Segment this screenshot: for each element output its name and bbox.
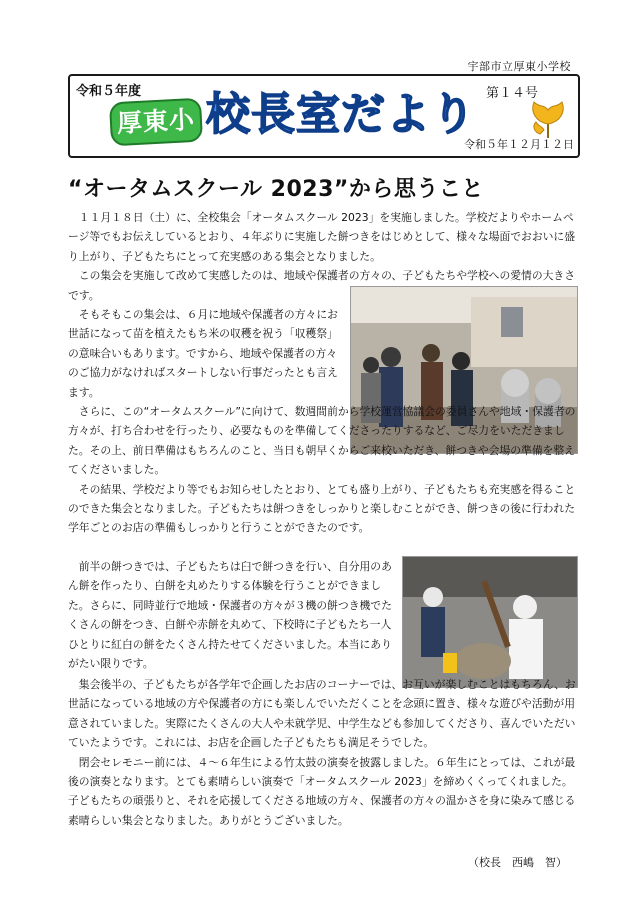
masthead [68,74,580,158]
newsletter-title: 校長室だより [206,89,476,140]
signature: （校長 西嶋 智） [468,856,567,869]
school-brand-badge: 厚東小 [109,98,203,147]
issue-number: 第１４号 [485,86,538,101]
article-headline: “オータムスクール 2023”から思うこと [68,177,484,202]
paragraph: そもそもこの集会は、６月に地域や保護者の方々にお世話になって苗を植えたもち米の収穫を祝う「収穫祭」の意味合いもあります。ですから、地域や保護者の方々のご協力がなければスタートしない行事だったとも言えます。 [68,308,338,399]
paragraph: その結果、学校だより等でもお知らせしたとおり、とても盛り上がり、子どもたちも充実感を得ることのできた集会となりました。子どもたちは餅つきをしっかりと楽しむことができ、餅つきの後に行われた学年ごとのお店の準備もしっかりと行うことができたのです。 [68,482,576,535]
photo-mochi-pounding [402,556,578,688]
issue-date: 令和５年１２月１２日 [464,138,574,151]
paragraph: 集会後半の、子どもたちが各学年で企画したお店のコーナーでは、お互いが楽しむことはもちろん、お世話になっている地域の方や保護者の方にも楽しんでいただくことを念頭に置き、様々な遊びや活動が用意されていました。実際にたくさんの大人や未就学児、中学生なども参加してくださり、喜んでいただいていたようです。これには、お店を企画した子どもたちも満足そうでした。 [68,678,576,750]
paragraph: １１月１８日（土）に、全校集会「オータムスクール 2023」を実施しました。学校だよりやホームページ等でもお伝えしているとおり、４年ぶりに実施した餅つきをはじめとして、様々な場面でおおいに盛り上がり、子どもたちにとって充実感のある集会となりました。 [68,211,576,263]
paragraph: 閉会セレモニー前には、４～６年生による竹太鼓の演奏を披露しました。６年生にとっては、これが最後の演奏となります。とても素晴らしい演奏で「オータムスクール 2023」を締めくくってくれました。子どもたちの頑張りと、それを応援してくださる地域の方々、保護者の方々の温かさを身に染みて感じる素晴らしい集会となりました。ありがとうございました。 [68,755,576,827]
paragraph: この集会を実施して改めて実感したのは、地域や保護者の方々の、子どもたちや学校への愛情の大きさです。 [68,269,576,302]
school-name: 宇部市立厚東小学校 [467,60,571,73]
paragraph: さらに、この“オータムスクール”に向けて、数週間前から学校運営協議会の委員さんや地域・保護者の方々が、打ち合わせを行ったり、必要なものを準備してくださったりするなど、ご尽力をいただきました。その上、前日準備はもちろんのこと、当日も朝早くからご来校いただき、餅つきや会場の準備を整えてくださいました。 [68,405,576,477]
fiscal-year: 令和５年度 [76,84,142,99]
article-body-left-2 [68,557,396,673]
article-body-left-1 [68,305,346,402]
article-body-mid [68,402,576,538]
photo-mochi-pounding-image [403,557,577,687]
article-body-bottom [68,675,576,830]
paragraph: 前半の餅つきでは、子どもたちは臼で餅つきを行い、自分用のあん餅を作ったり、白餅を丸めたりする体験を行うことができました。さらに、同時並行で地域・保護者の方々が３機の餅つき機でたくさんの餅をつき、白餅や赤餅を丸めて、下校時に子どもたち一人ひとりに紅白の餅をたくさん持たせてくださいました。本当にありがたい限りです。 [68,560,392,671]
